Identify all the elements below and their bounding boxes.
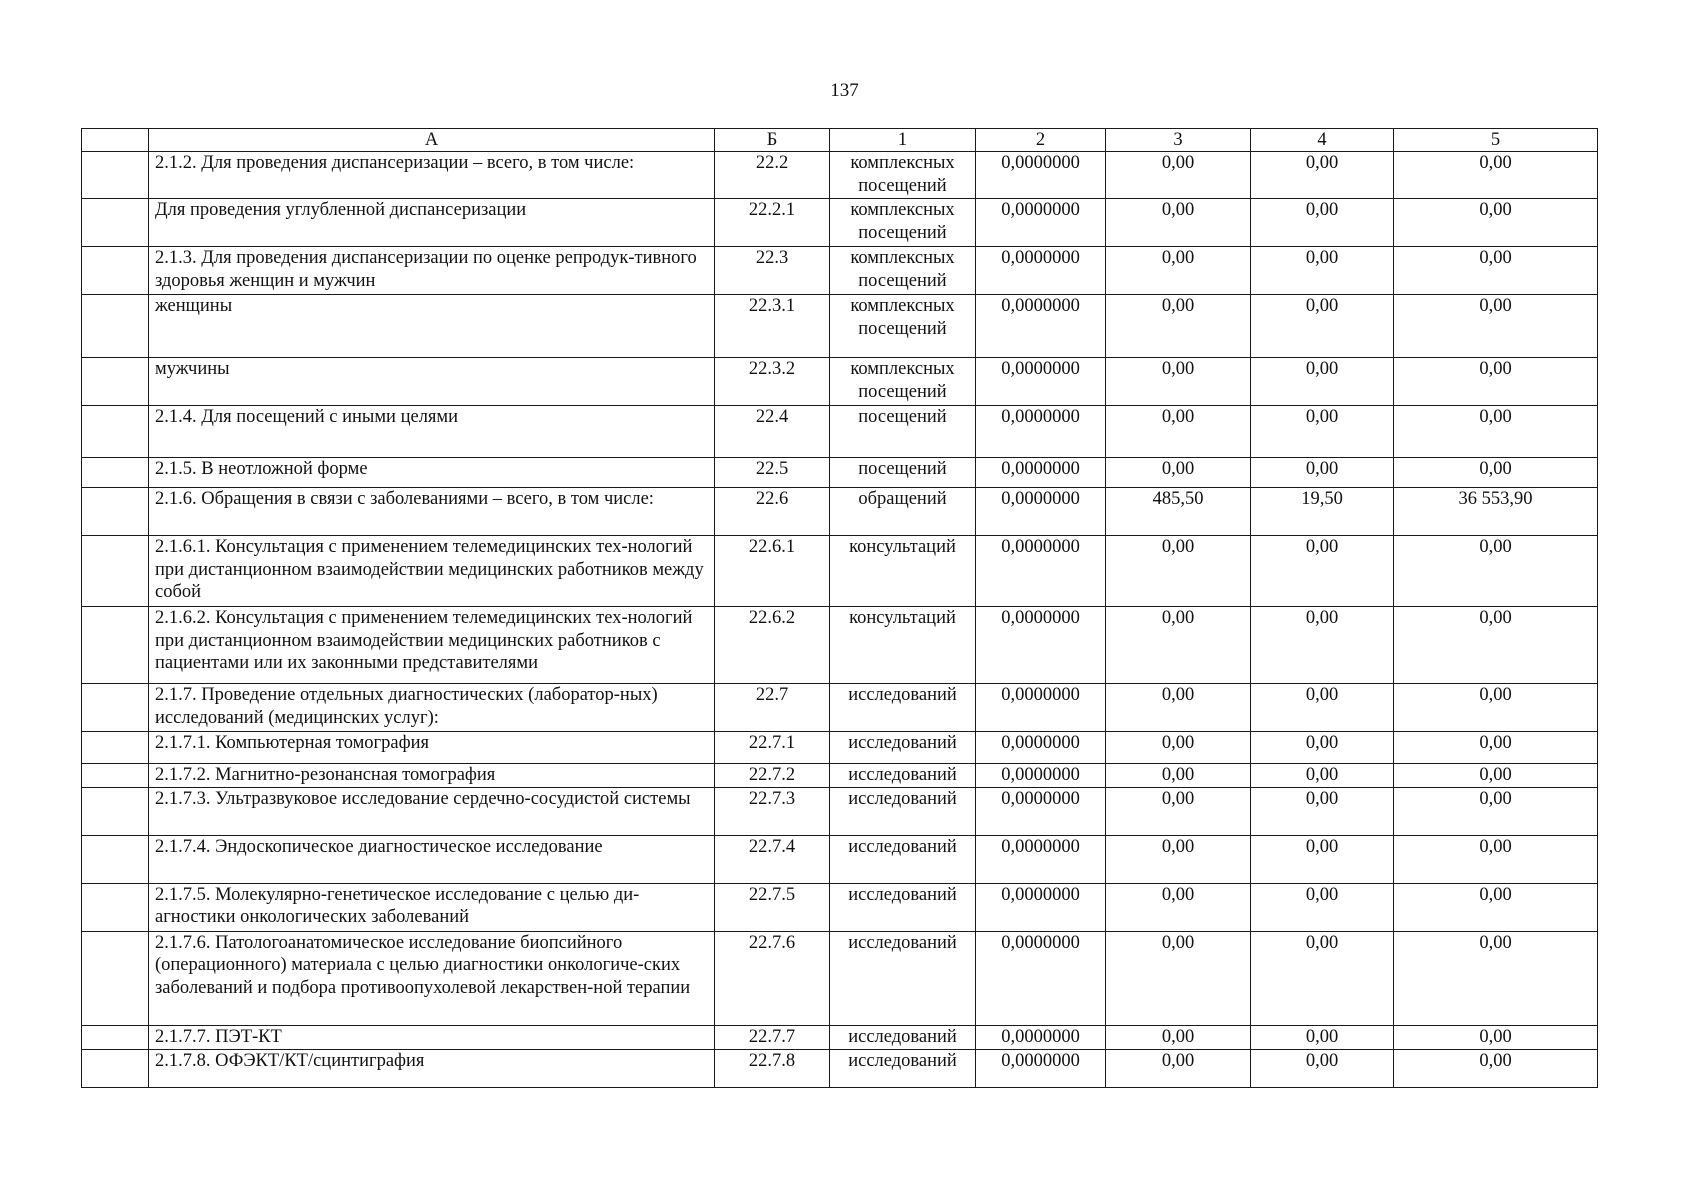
row-description: 2.1.7.3. Ультразвуковое исследование сердечно-сосудистой системы bbox=[149, 787, 715, 835]
row-value-4: 0,00 bbox=[1251, 358, 1394, 406]
row-value-2: 0,0000000 bbox=[976, 764, 1106, 788]
row-value-3: 0,00 bbox=[1106, 931, 1251, 1025]
row-value-4: 0,00 bbox=[1251, 764, 1394, 788]
row-value-5: 0,00 bbox=[1394, 732, 1598, 764]
row-unit: комплексных посещений bbox=[830, 247, 976, 295]
row-description: 2.1.6.2. Консультация с применением телемедицинских тех-нологий при дистанционном взаимодействии медицинских работников с пациентами или их законными представителями bbox=[149, 607, 715, 684]
row-code: 22.7.7 bbox=[715, 1025, 830, 1049]
row-value-4: 0,00 bbox=[1251, 1025, 1394, 1049]
row-code: 22.7.3 bbox=[715, 787, 830, 835]
side-cell bbox=[82, 607, 149, 684]
row-value-5: 0,00 bbox=[1394, 931, 1598, 1025]
row-unit: комплексных посещений bbox=[830, 295, 976, 358]
row-value-5: 0,00 bbox=[1394, 1025, 1598, 1049]
row-unit: консультаций bbox=[830, 536, 976, 607]
row-value-4: 0,00 bbox=[1251, 835, 1394, 883]
row-value-4: 0,00 bbox=[1251, 883, 1394, 931]
side-cell bbox=[82, 931, 149, 1025]
side-cell bbox=[82, 152, 149, 199]
row-value-4: 0,00 bbox=[1251, 684, 1394, 732]
row-value-3: 0,00 bbox=[1106, 684, 1251, 732]
row-code: 22.4 bbox=[715, 406, 830, 458]
row-value-5: 0,00 bbox=[1394, 835, 1598, 883]
row-value-2: 0,0000000 bbox=[976, 152, 1106, 199]
row-value-5: 0,00 bbox=[1394, 247, 1598, 295]
table-row bbox=[82, 295, 1598, 358]
table-row bbox=[82, 152, 1598, 199]
table-row bbox=[82, 931, 1598, 1025]
row-value-3: 0,00 bbox=[1106, 358, 1251, 406]
row-value-3: 0,00 bbox=[1106, 406, 1251, 458]
row-value-5: 0,00 bbox=[1394, 458, 1598, 488]
table-row bbox=[82, 458, 1598, 488]
table-row bbox=[82, 247, 1598, 295]
table-row bbox=[82, 406, 1598, 458]
side-cell bbox=[82, 787, 149, 835]
row-value-5: 0,00 bbox=[1394, 295, 1598, 358]
row-value-2: 0,0000000 bbox=[976, 488, 1106, 536]
table-row bbox=[82, 607, 1598, 684]
table-row bbox=[82, 1049, 1598, 1087]
row-value-2: 0,0000000 bbox=[976, 1025, 1106, 1049]
header-cell-2: 2 bbox=[976, 129, 1106, 152]
row-value-2: 0,0000000 bbox=[976, 835, 1106, 883]
row-value-5: 0,00 bbox=[1394, 764, 1598, 788]
row-unit: исследований bbox=[830, 883, 976, 931]
row-code: 22.3 bbox=[715, 247, 830, 295]
row-code: 22.7.2 bbox=[715, 764, 830, 788]
row-value-2: 0,0000000 bbox=[976, 883, 1106, 931]
header-cell-3: 3 bbox=[1106, 129, 1251, 152]
row-value-4: 19,50 bbox=[1251, 488, 1394, 536]
row-value-3: 0,00 bbox=[1106, 152, 1251, 199]
row-value-2: 0,0000000 bbox=[976, 732, 1106, 764]
table-row bbox=[82, 199, 1598, 247]
side-cell bbox=[82, 488, 149, 536]
side-cell bbox=[82, 883, 149, 931]
row-description: женщины bbox=[149, 295, 715, 358]
row-unit: исследований bbox=[830, 732, 976, 764]
row-description: 2.1.2. Для проведения диспансеризации – всего, в том числе: bbox=[149, 152, 715, 199]
row-description: Для проведения углубленной диспансеризации bbox=[149, 199, 715, 247]
row-code: 22.7.6 bbox=[715, 931, 830, 1025]
row-value-5: 0,00 bbox=[1394, 607, 1598, 684]
row-unit: исследований bbox=[830, 931, 976, 1025]
row-value-3: 0,00 bbox=[1106, 199, 1251, 247]
row-unit: исследований bbox=[830, 684, 976, 732]
table-row bbox=[82, 835, 1598, 883]
row-value-2: 0,0000000 bbox=[976, 295, 1106, 358]
table-row bbox=[82, 488, 1598, 536]
header-cell-5: 5 bbox=[1394, 129, 1598, 152]
row-value-2: 0,0000000 bbox=[976, 787, 1106, 835]
row-value-4: 0,00 bbox=[1251, 247, 1394, 295]
row-code: 22.6.2 bbox=[715, 607, 830, 684]
row-unit: комплексных посещений bbox=[830, 358, 976, 406]
table-row bbox=[82, 358, 1598, 406]
table-body bbox=[82, 152, 1598, 1088]
row-unit: обращений bbox=[830, 488, 976, 536]
row-value-4: 0,00 bbox=[1251, 295, 1394, 358]
header-cell-4: 4 bbox=[1251, 129, 1394, 152]
row-value-3: 485,50 bbox=[1106, 488, 1251, 536]
row-description: 2.1.7.5. Молекулярно-генетическое исследование с целью ди-агностики онкологических заболеваний bbox=[149, 883, 715, 931]
data-table bbox=[81, 128, 1598, 1088]
row-code: 22.6 bbox=[715, 488, 830, 536]
row-description: мужчины bbox=[149, 358, 715, 406]
row-unit: комплексных посещений bbox=[830, 199, 976, 247]
row-unit: посещений bbox=[830, 458, 976, 488]
row-code: 22.7.1 bbox=[715, 732, 830, 764]
row-unit: комплексных посещений bbox=[830, 152, 976, 199]
table-row bbox=[82, 764, 1598, 788]
row-description: 2.1.7.2. Магнитно-резонансная томография bbox=[149, 764, 715, 788]
row-code: 22.3.1 bbox=[715, 295, 830, 358]
row-value-2: 0,0000000 bbox=[976, 607, 1106, 684]
row-value-4: 0,00 bbox=[1251, 536, 1394, 607]
header-cell bbox=[82, 129, 149, 152]
table-row bbox=[82, 536, 1598, 607]
row-value-3: 0,00 bbox=[1106, 1025, 1251, 1049]
side-cell bbox=[82, 1025, 149, 1049]
row-value-5: 0,00 bbox=[1394, 536, 1598, 607]
row-value-2: 0,0000000 bbox=[976, 536, 1106, 607]
row-value-4: 0,00 bbox=[1251, 199, 1394, 247]
row-value-4: 0,00 bbox=[1251, 607, 1394, 684]
row-value-4: 0,00 bbox=[1251, 406, 1394, 458]
row-code: 22.7.4 bbox=[715, 835, 830, 883]
row-value-5: 0,00 bbox=[1394, 152, 1598, 199]
row-value-2: 0,0000000 bbox=[976, 247, 1106, 295]
row-value-4: 0,00 bbox=[1251, 458, 1394, 488]
row-value-3: 0,00 bbox=[1106, 458, 1251, 488]
row-value-3: 0,00 bbox=[1106, 295, 1251, 358]
table-row bbox=[82, 732, 1598, 764]
row-value-4: 0,00 bbox=[1251, 787, 1394, 835]
row-value-5: 0,00 bbox=[1394, 787, 1598, 835]
row-description: 2.1.7.6. Патологоанатомическое исследование биопсийного (операционного) материала с целью диагностики онкологиче-ских заболеваний и подбора противоопухолевой лекарствен-ной терапии bbox=[149, 931, 715, 1025]
header-row bbox=[82, 129, 1598, 152]
row-value-3: 0,00 bbox=[1106, 787, 1251, 835]
table-row bbox=[82, 883, 1598, 931]
row-value-4: 0,00 bbox=[1251, 931, 1394, 1025]
row-description: 2.1.7.1. Компьютерная томография bbox=[149, 732, 715, 764]
row-value-3: 0,00 bbox=[1106, 607, 1251, 684]
row-value-2: 0,0000000 bbox=[976, 406, 1106, 458]
table-row bbox=[82, 1025, 1598, 1049]
row-unit: посещений bbox=[830, 406, 976, 458]
row-unit: исследований bbox=[830, 764, 976, 788]
row-code: 22.5 bbox=[715, 458, 830, 488]
row-code: 22.6.1 bbox=[715, 536, 830, 607]
row-value-3: 0,00 bbox=[1106, 732, 1251, 764]
row-value-2: 0,0000000 bbox=[976, 1049, 1106, 1087]
side-cell bbox=[82, 247, 149, 295]
side-cell bbox=[82, 684, 149, 732]
row-unit: консультаций bbox=[830, 607, 976, 684]
row-unit: исследований bbox=[830, 835, 976, 883]
row-code: 22.7.5 bbox=[715, 883, 830, 931]
row-description: 2.1.6.1. Консультация с применением телемедицинских тех-нологий при дистанционном взаимодействии медицинских работников между собой bbox=[149, 536, 715, 607]
side-cell bbox=[82, 458, 149, 488]
row-description: 2.1.7. Проведение отдельных диагностических (лаборатор-ных) исследований (медицинских услуг): bbox=[149, 684, 715, 732]
row-description: 2.1.7.7. ПЭТ-КТ bbox=[149, 1025, 715, 1049]
row-unit: исследований bbox=[830, 1049, 976, 1087]
row-value-2: 0,0000000 bbox=[976, 358, 1106, 406]
row-code: 22.3.2 bbox=[715, 358, 830, 406]
page-number: 137 bbox=[830, 80, 859, 101]
row-value-4: 0,00 bbox=[1251, 732, 1394, 764]
row-value-5: 36 553,90 bbox=[1394, 488, 1598, 536]
row-value-3: 0,00 bbox=[1106, 1049, 1251, 1087]
row-unit: исследований bbox=[830, 787, 976, 835]
row-code: 22.2.1 bbox=[715, 199, 830, 247]
row-code: 22.7.8 bbox=[715, 1049, 830, 1087]
header-cell-1: 1 bbox=[830, 129, 976, 152]
row-code: 22.2 bbox=[715, 152, 830, 199]
row-description: 2.1.6. Обращения в связи с заболеваниями – всего, в том числе: bbox=[149, 488, 715, 536]
row-description: 2.1.5. В неотложной форме bbox=[149, 458, 715, 488]
side-cell bbox=[82, 835, 149, 883]
row-value-2: 0,0000000 bbox=[976, 684, 1106, 732]
side-cell bbox=[82, 406, 149, 458]
row-description: 2.1.7.8. ОФЭКТ/КТ/сцинтиграфия bbox=[149, 1049, 715, 1087]
row-value-2: 0,0000000 bbox=[976, 199, 1106, 247]
table-row bbox=[82, 787, 1598, 835]
row-value-3: 0,00 bbox=[1106, 247, 1251, 295]
row-unit: исследований bbox=[830, 1025, 976, 1049]
row-value-5: 0,00 bbox=[1394, 1049, 1598, 1087]
side-cell bbox=[82, 1049, 149, 1087]
row-value-5: 0,00 bbox=[1394, 883, 1598, 931]
table-row bbox=[82, 684, 1598, 732]
row-description: 2.1.4. Для посещений с иными целями bbox=[149, 406, 715, 458]
side-cell bbox=[82, 732, 149, 764]
row-value-3: 0,00 bbox=[1106, 764, 1251, 788]
side-cell bbox=[82, 536, 149, 607]
row-description: 2.1.7.4. Эндоскопическое диагностическое исследование bbox=[149, 835, 715, 883]
side-cell bbox=[82, 358, 149, 406]
row-description: 2.1.3. Для проведения диспансеризации по оценке репродук-тивного здоровья женщин и мужчин bbox=[149, 247, 715, 295]
header-cell-a: А bbox=[149, 129, 715, 152]
side-cell bbox=[82, 764, 149, 788]
row-code: 22.7 bbox=[715, 684, 830, 732]
row-value-5: 0,00 bbox=[1394, 358, 1598, 406]
side-cell bbox=[82, 199, 149, 247]
header-cell-b: Б bbox=[715, 129, 830, 152]
row-value-2: 0,0000000 bbox=[976, 931, 1106, 1025]
row-value-3: 0,00 bbox=[1106, 883, 1251, 931]
side-cell bbox=[82, 295, 149, 358]
row-value-4: 0,00 bbox=[1251, 152, 1394, 199]
row-value-5: 0,00 bbox=[1394, 199, 1598, 247]
row-value-3: 0,00 bbox=[1106, 536, 1251, 607]
row-value-5: 0,00 bbox=[1394, 406, 1598, 458]
row-value-4: 0,00 bbox=[1251, 1049, 1394, 1087]
row-value-5: 0,00 bbox=[1394, 684, 1598, 732]
row-value-3: 0,00 bbox=[1106, 835, 1251, 883]
row-value-2: 0,0000000 bbox=[976, 458, 1106, 488]
